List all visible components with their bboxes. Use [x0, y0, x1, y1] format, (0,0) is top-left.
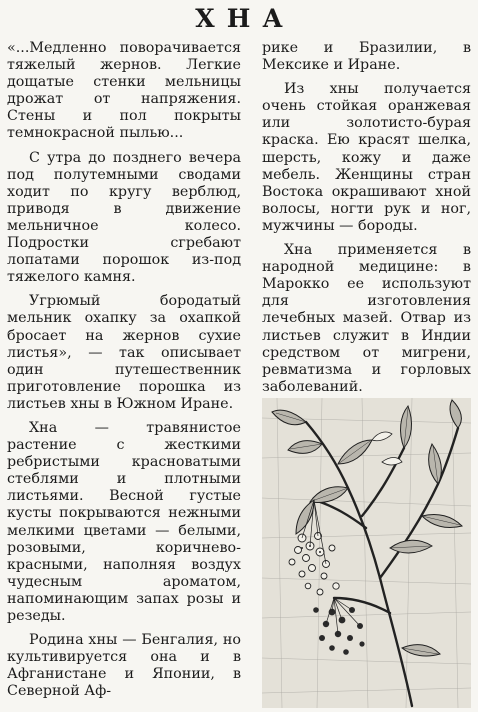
left-text-column	[7, 40, 241, 707]
paragraph-8: Хна применяется в народной медицине: в Марокко ее используют для изготовления лечебных мазей. Отвар из листьев служит в Индии средством от мигрени, ревматизма и горловых заболеваний.	[262, 242, 471, 395]
paragraph-2: С утра до позднего вечера под полутемными сводами ходит по кругу верблюд, приводя в движение мельничное колесо. Подростки сгребают лопатами порошок из-под тяжелого камня.	[7, 149, 241, 286]
paragraph-4: Хна — травянистое растение с жесткими ребристыми красноватыми стеблями и плотными листьями. Весной густые кусты покрываются нежными мелкими цветами — белыми, розовыми, коричнево-красными, наполняя воздух чудесным ароматом, напоминающим запах розы и резеды.	[7, 419, 241, 624]
paragraph-1: «...Медленно поворачивается тяжелый жернов. Легкие дощатые стенки мельницы дрожат от напряжения. Стены и пол покрыты темнокрасной пылью...	[7, 40, 241, 142]
henna-branch-icon	[262, 398, 471, 708]
paragraph-6: рике и Бразилии, в Мексике и Иране.	[262, 40, 471, 74]
article-title: ХНА	[195, 4, 295, 33]
paragraph-7: Из хны получается очень стойкая оранжевая или золотисто-бурая краска. Ею красят шелка, шерсть, кожу и даже мебель. Женщины стран Востока окрашивают хной волосы, ногти рук и ног, мужчины — бороды.	[262, 81, 471, 234]
right-text-column	[262, 40, 471, 403]
paragraph-5: Родина хны — Бенгалия, но культивируется она и в Афганистане и Японии, в Северной Аф-	[7, 632, 241, 700]
paragraph-3: Угрюмый бородатый мельник охапку за охапкой бросает на жернов сухие листья», — так описывает один путешественник приготовление порошка из листьев хны в Южном Иране.	[7, 293, 241, 412]
